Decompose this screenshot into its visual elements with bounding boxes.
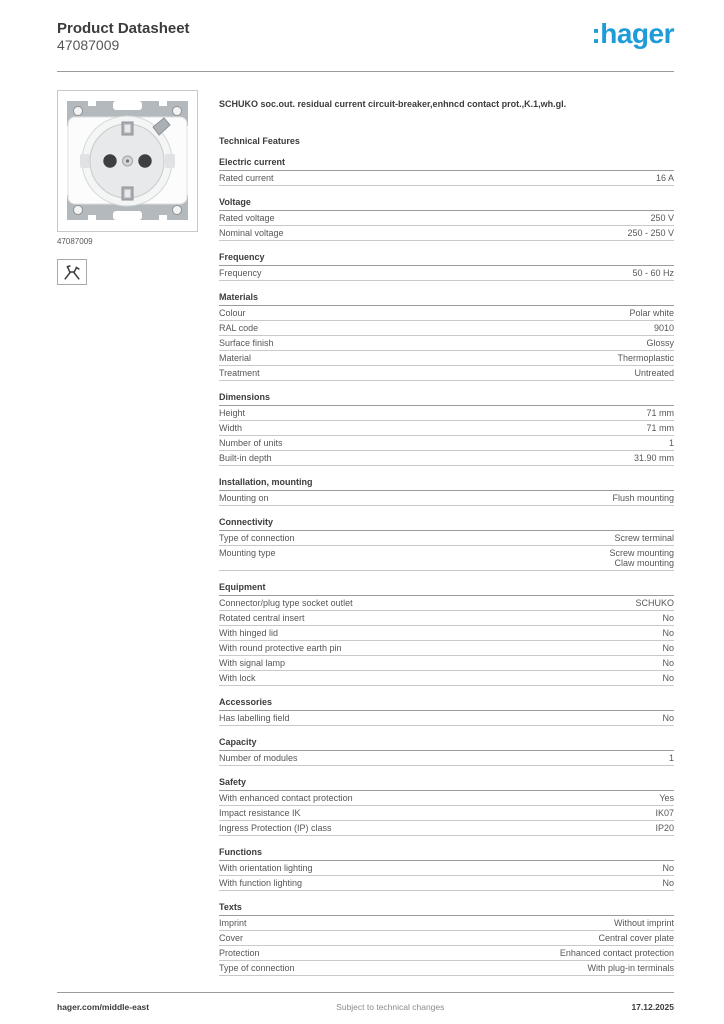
spec-value-line: Yes xyxy=(659,793,674,803)
section-title: Safety xyxy=(219,777,674,791)
spec-label: Rated current xyxy=(219,173,274,183)
spec-row xyxy=(219,656,674,671)
spec-value xyxy=(612,493,674,503)
spec-label: Imprint xyxy=(219,918,247,928)
header-titles xyxy=(57,20,190,54)
spec-value-line: Enhanced contact protection xyxy=(559,948,674,958)
footer-divider xyxy=(57,992,674,993)
spec-label: Colour xyxy=(219,308,246,318)
spec-value-line: 1 xyxy=(668,438,674,448)
spec-value xyxy=(632,268,674,278)
schuko-socket-image xyxy=(58,91,197,231)
page-footer xyxy=(57,992,674,1012)
spec-label: Type of connection xyxy=(219,963,295,973)
spec-section xyxy=(219,737,674,766)
spec-row xyxy=(219,351,674,366)
spec-row xyxy=(219,641,674,656)
spec-label: Material xyxy=(219,353,252,363)
spec-label: Height xyxy=(219,408,246,418)
page-header xyxy=(57,20,674,54)
spec-value-line: Central cover plate xyxy=(598,933,674,943)
spec-value-line: 16 A xyxy=(655,173,674,183)
spec-label: With signal lamp xyxy=(219,658,286,668)
spec-section xyxy=(219,517,674,571)
left-column xyxy=(57,90,198,976)
spec-row xyxy=(219,436,674,451)
spec-value-line: With plug-in terminals xyxy=(587,963,674,973)
spec-row xyxy=(219,336,674,351)
page-title: Product Datasheet xyxy=(57,20,190,37)
spec-section xyxy=(219,697,674,726)
spec-section xyxy=(219,157,674,186)
spec-value xyxy=(659,793,674,803)
spec-section xyxy=(219,477,674,506)
spec-value-line: Without imprint xyxy=(613,918,674,928)
spec-value-line: SCHUKO xyxy=(635,598,674,608)
spec-section xyxy=(219,252,674,281)
spec-value xyxy=(656,173,674,183)
spec-label: Protection xyxy=(219,948,260,958)
spec-value-line: No xyxy=(662,628,674,638)
spec-value-line: 9010 xyxy=(653,323,674,333)
spec-section xyxy=(219,902,674,976)
content xyxy=(57,90,674,976)
spec-row xyxy=(219,546,674,571)
section-title: Capacity xyxy=(219,737,674,751)
spec-value xyxy=(634,453,674,463)
spec-value xyxy=(646,408,674,418)
spec-section xyxy=(219,777,674,836)
spec-label: Built-in depth xyxy=(219,453,272,463)
spec-section xyxy=(219,392,674,466)
spec-row xyxy=(219,306,674,321)
technical-features-heading: Technical Features xyxy=(219,136,300,146)
footer-website: hager.com/middle-east xyxy=(57,1002,150,1012)
spec-value-line: Glossy xyxy=(646,338,674,348)
child-protection-pictogram xyxy=(61,263,83,281)
spec-label: Number of modules xyxy=(219,753,298,763)
spec-label: Number of units xyxy=(219,438,283,448)
spec-label: With lock xyxy=(219,673,256,683)
footer-disclaimer: Subject to technical changes xyxy=(336,1002,445,1012)
spec-value xyxy=(635,598,674,608)
spec-row xyxy=(219,226,674,241)
hager-logo: :hager xyxy=(591,18,674,49)
spec-row xyxy=(219,531,674,546)
spec-row xyxy=(219,321,674,336)
spec-label: Connector/plug type socket outlet xyxy=(219,598,353,608)
section-title: Connectivity xyxy=(219,517,674,531)
spec-value-line: 71 mm xyxy=(646,408,674,418)
spec-row xyxy=(219,451,674,466)
spec-label: Surface finish xyxy=(219,338,274,348)
spec-value xyxy=(646,338,674,348)
spec-value xyxy=(654,323,674,333)
spec-label: Impact resistance IK xyxy=(219,808,301,818)
spec-label: Ingress Protection (IP) class xyxy=(219,823,332,833)
spec-label: Cover xyxy=(219,933,244,943)
spec-value-line: Untreated xyxy=(634,368,674,378)
spec-label: Width xyxy=(219,423,243,433)
spec-value-line: IK07 xyxy=(655,808,674,818)
spec-label: Nominal voltage xyxy=(219,228,284,238)
spec-label: Rotated central insert xyxy=(219,613,305,623)
spec-value xyxy=(614,533,674,543)
spec-label: With function lighting xyxy=(219,878,303,888)
spec-value xyxy=(669,438,674,448)
spec-value-line: No xyxy=(662,613,674,623)
spec-row xyxy=(219,406,674,421)
spec-row xyxy=(219,626,674,641)
spec-row xyxy=(219,751,674,766)
spec-row xyxy=(219,931,674,946)
spec-value-line: 31.90 mm xyxy=(633,453,674,463)
section-title: Materials xyxy=(219,292,674,306)
spec-label: With orientation lighting xyxy=(219,863,313,873)
spec-value-line: No xyxy=(662,878,674,888)
spec-value-line: 1 xyxy=(668,753,674,763)
spec-label: With round protective earth pin xyxy=(219,643,342,653)
spec-value-line: IP20 xyxy=(655,823,674,833)
spec-value-line: 71 mm xyxy=(646,423,674,433)
spec-row xyxy=(219,946,674,961)
spec-section xyxy=(219,292,674,381)
section-title: Dimensions xyxy=(219,392,674,406)
spec-value-line: Screw terminal xyxy=(614,533,674,543)
spec-value-line: Flush mounting xyxy=(612,493,674,503)
spec-row xyxy=(219,821,674,836)
spec-row xyxy=(219,266,674,281)
spec-value xyxy=(627,228,674,238)
spec-value-line: Screw mounting xyxy=(609,548,674,558)
section-title: Equipment xyxy=(219,582,674,596)
spec-label: Frequency xyxy=(219,268,262,278)
spec-value xyxy=(662,878,674,888)
spec-value xyxy=(650,213,674,223)
spec-row xyxy=(219,791,674,806)
spec-value xyxy=(662,658,674,668)
spec-label: Has labelling field xyxy=(219,713,290,723)
spec-label: Mounting type xyxy=(219,548,276,558)
section-title: Accessories xyxy=(219,697,674,711)
spec-section xyxy=(219,847,674,891)
spec-label: Mounting on xyxy=(219,493,269,503)
spec-value xyxy=(669,753,674,763)
spec-value xyxy=(662,628,674,638)
spec-value-line: Claw mounting xyxy=(614,558,674,568)
spec-row xyxy=(219,611,674,626)
spec-row xyxy=(219,916,674,931)
spec-label: Type of connection xyxy=(219,533,295,543)
spec-row xyxy=(219,171,674,186)
spec-value-line: Thermoplastic xyxy=(617,353,674,363)
spec-value xyxy=(655,823,674,833)
spec-value-line: No xyxy=(662,673,674,683)
spec-label: With hinged lid xyxy=(219,628,279,638)
spec-row xyxy=(219,671,674,686)
footer-row xyxy=(57,1002,674,1012)
spec-row xyxy=(219,711,674,726)
spec-value-line: 250 V xyxy=(650,213,674,223)
spec-value xyxy=(629,308,674,318)
spec-value-line: No xyxy=(662,658,674,668)
section-title: Frequency xyxy=(219,252,674,266)
footer-date: 17.12.2025 xyxy=(631,1002,674,1012)
spec-value xyxy=(662,613,674,623)
spec-value-line: No xyxy=(662,713,674,723)
spec-value xyxy=(646,423,674,433)
spec-label: Treatment xyxy=(219,368,260,378)
spec-sections xyxy=(219,157,674,976)
spec-section xyxy=(219,197,674,241)
spec-row xyxy=(219,961,674,976)
spec-value-line: 250 - 250 V xyxy=(627,228,674,238)
spec-value-line: Polar white xyxy=(629,308,674,318)
enhanced-contact-protection-icon xyxy=(57,259,87,285)
section-title: Installation, mounting xyxy=(219,477,674,491)
image-caption: 47087009 xyxy=(57,237,93,246)
product-title: SCHUKO soc.out. residual current circuit-breaker,enhncd contact prot.,K.1,wh.gl. xyxy=(219,99,567,109)
spec-row xyxy=(219,806,674,821)
spec-value xyxy=(614,918,674,928)
header-divider xyxy=(57,71,674,72)
spec-value xyxy=(662,863,674,873)
spec-row xyxy=(219,861,674,876)
spec-row xyxy=(219,421,674,436)
spec-label: RAL code xyxy=(219,323,259,333)
spec-row xyxy=(219,491,674,506)
spec-value xyxy=(662,713,674,723)
section-title: Functions xyxy=(219,847,674,861)
spec-value-line: No xyxy=(662,863,674,873)
section-title: Texts xyxy=(219,902,674,916)
spec-value xyxy=(587,963,674,973)
product-image xyxy=(57,90,198,232)
spec-value xyxy=(617,353,674,363)
spec-value xyxy=(598,933,674,943)
right-column xyxy=(219,90,674,976)
section-title: Voltage xyxy=(219,197,674,211)
spec-value-line: No xyxy=(662,643,674,653)
spec-section xyxy=(219,582,674,686)
spec-value xyxy=(662,673,674,683)
spec-row xyxy=(219,366,674,381)
spec-label: Rated voltage xyxy=(219,213,275,223)
spec-value xyxy=(609,548,674,568)
spec-value xyxy=(634,368,674,378)
spec-value xyxy=(560,948,674,958)
spec-row xyxy=(219,876,674,891)
spec-value xyxy=(655,808,674,818)
spec-row xyxy=(219,211,674,226)
spec-value xyxy=(662,643,674,653)
spec-row xyxy=(219,596,674,611)
product-reference: 47087009 xyxy=(57,37,120,53)
spec-value-line: 50 - 60 Hz xyxy=(632,268,674,278)
section-title: Electric current xyxy=(219,157,674,171)
spec-label: With enhanced contact protection xyxy=(219,793,353,803)
